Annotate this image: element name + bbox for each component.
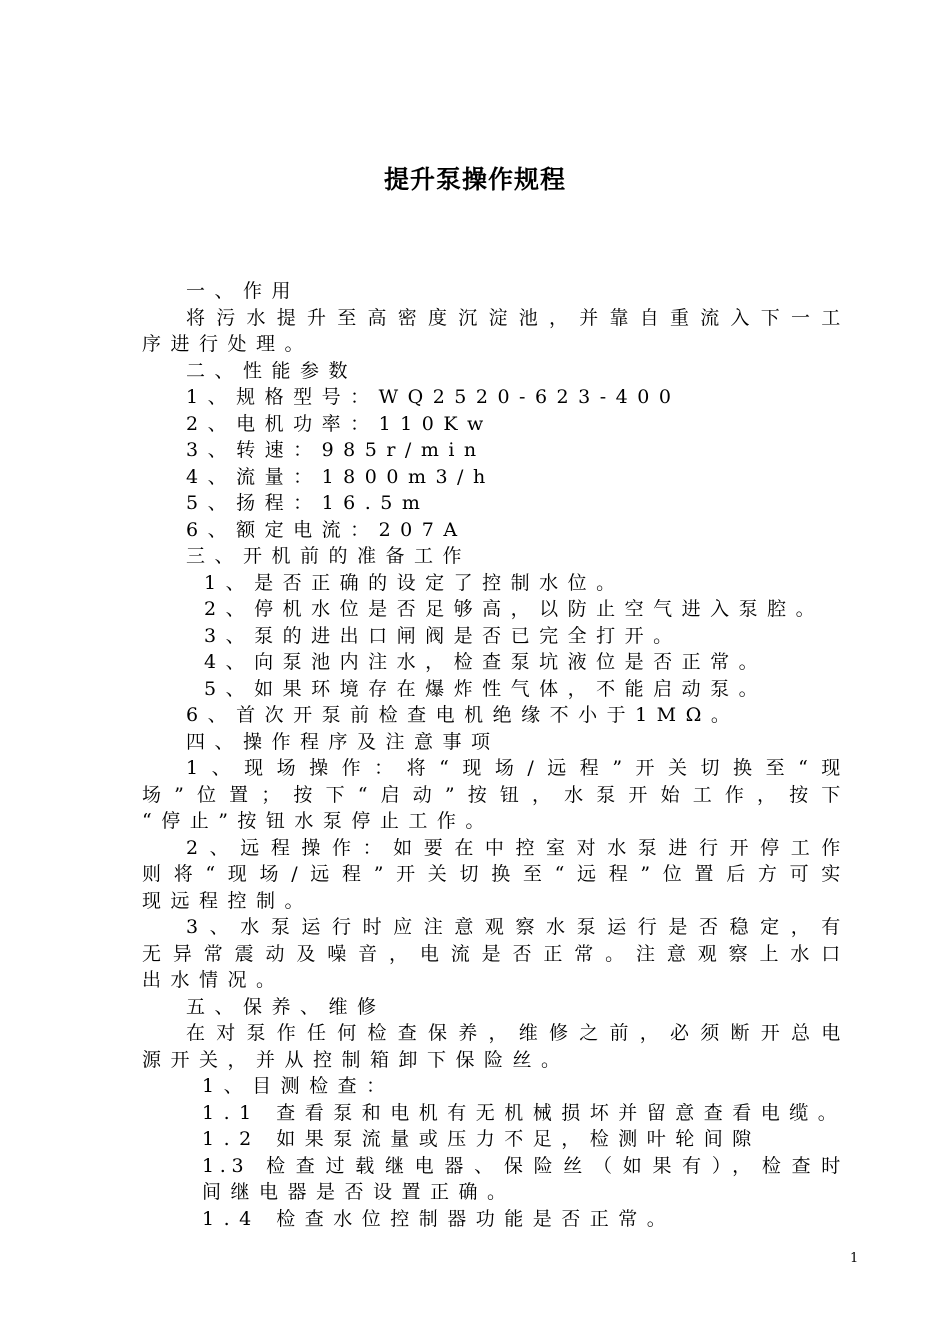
paragraph-line: 源开关，并从控制箱卸下保险丝。: [142, 1048, 570, 1071]
parameter-power: 2、电机功率：110Kw: [186, 412, 493, 435]
parameter-model: 1、规格型号：WQ2520-623-400: [186, 386, 681, 408]
paragraph-line: 出水情况。: [142, 969, 285, 991]
list-item: 间继电器是否设置正确。: [202, 1181, 516, 1203]
parameter-speed: 3、转速：985r/min: [186, 439, 486, 461]
list-item: 1.1 查看泵和电机有无机械损坏并留意查看电缆。: [202, 1101, 847, 1124]
list-item: 1.4 检查水位控制器功能是否正常。: [202, 1207, 676, 1230]
list-item: 3、泵的进出口闸阀是否已完全打开。: [204, 624, 682, 647]
list-item: 2、停机水位是否足够高，以防止空气进入泵腔。: [204, 598, 825, 620]
paragraph-line: 3、水泵运行时应注意观察水泵运行是否稳定，有: [186, 916, 846, 938]
section-heading-function: 一、作用: [186, 280, 301, 302]
section-heading-preparation: 三、开机前的准备工作: [186, 545, 472, 567]
section-heading-parameters: 二、性能参数: [186, 359, 358, 382]
document-title: 提升泵操作规程: [383, 165, 566, 194]
section-heading-procedure: 四、操作程序及注意事项: [186, 730, 500, 753]
document-body: [142, 278, 846, 1232]
page-number: 1: [850, 1251, 859, 1266]
paragraph-line: 序进行处理。: [142, 333, 314, 355]
list-item: 4、向泵池内注水，检查泵坑液位是否正常。: [204, 651, 768, 673]
list-item: 5、如果环境存在爆炸性气体，不能启动泵。: [204, 677, 768, 700]
list-item: 6、首次开泵前检查电机绝缘不小于1MΩ。: [186, 704, 740, 726]
list-item: 1、是否正确的设定了控制水位。: [204, 571, 625, 594]
paragraph-line: 无异常震动及噪音，电流是否正常。注意观察上水口: [142, 942, 846, 965]
parameter-head: 5、扬程：16.5m: [186, 492, 430, 514]
paragraph-line: 1、现场操作：将“现场/远程”开关切换至“现: [186, 757, 846, 779]
paragraph-line: 场”位置；按下“启动”按钮，水泵开始工作，按下: [142, 783, 846, 806]
parameter-current: 6、额定电流：207A: [186, 518, 467, 541]
section-heading-maintenance: 五、保养、维修: [186, 995, 386, 1018]
paragraph-line: 将污水提升至高密度沉淀池，并靠自重流入下一工: [186, 306, 846, 329]
paragraph-line: “停止”按钮水泵停止工作。: [142, 810, 494, 832]
list-item: 1、目测检查：: [202, 1075, 395, 1097]
list-item: 1.3 检查过载继电器、保险丝（如果有），检查时: [202, 1154, 846, 1177]
paragraph-line: 现远程控制。: [142, 889, 314, 912]
paragraph-line: 则将“现场/远程”开关切换至“远程”位置后方可实: [142, 863, 846, 885]
paragraph-line: 在对泵作任何检查保养，维修之前，必须断开总电: [186, 1022, 846, 1044]
paragraph-line: 2、远程操作：如要在中控室对水泵进行开停工作: [186, 836, 846, 859]
parameter-flow: 4、流量：1800m3/h: [186, 465, 495, 488]
list-item: 1.2 如果泵流量或压力不足，检测叶轮间隙: [202, 1128, 761, 1150]
